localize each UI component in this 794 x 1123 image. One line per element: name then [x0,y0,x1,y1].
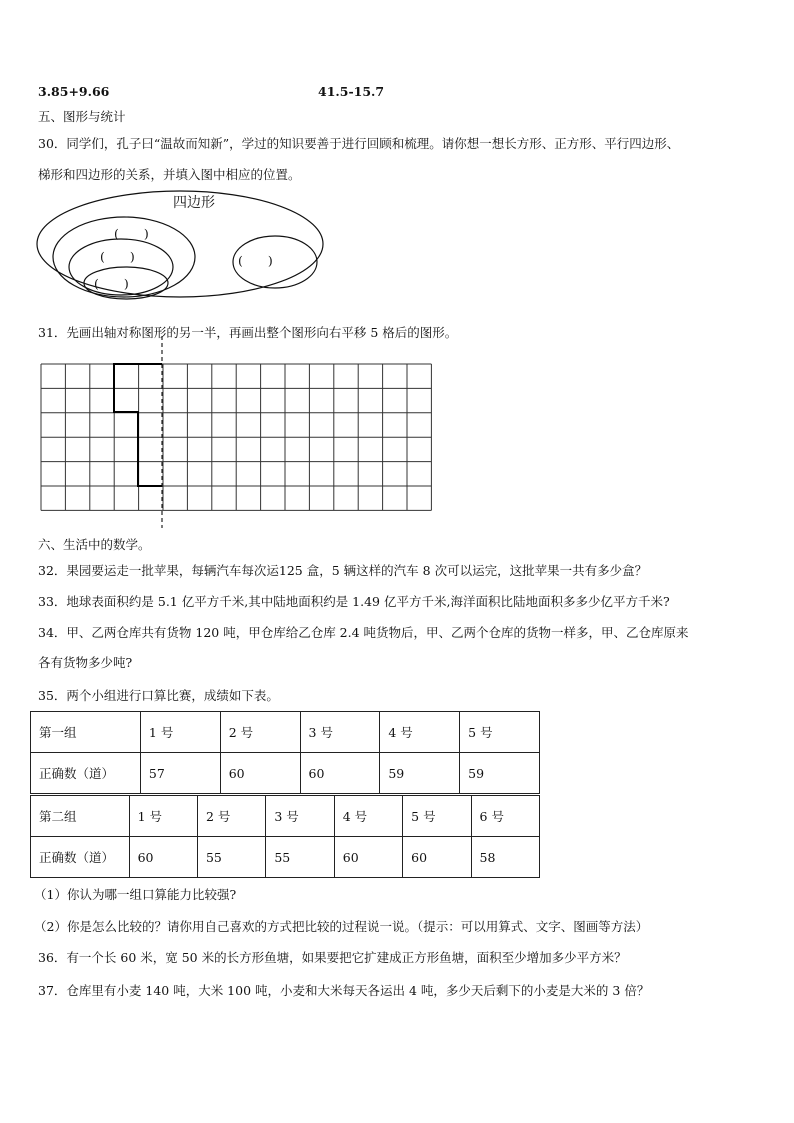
table-cell: 2 号 [220,712,300,753]
question-33-text: 33．地球表面积约是 5.1 亿平方千米,其中陆地面积约是 1.49 亿平方千米,海洋面积比陆地面积多多少亿平方千米? [38,594,670,609]
section-title-geometry-statistics: 五、图形与统计 [38,109,126,124]
table-cell: 5 号 [460,712,540,753]
question-35-sub-1: （1）你认为哪一组口算能力比较强? [34,887,237,902]
group-2-score-table [30,795,540,878]
question-32-text: 32．果园要运走一批苹果，每辆汽车每次运125 盒，5 辆这样的汽车 8 次可以运完，这批苹果一共有多少盒？ [38,563,648,578]
question-34-line-2: 各有货物多少吨? [38,655,133,670]
question-30-line-2: 梯形和四边形的关系，并填入图中相应的位置。 [38,167,301,182]
table-cell: 4 号 [380,712,460,753]
table-cell: 55 [197,837,265,878]
group-1-score-table [30,711,540,794]
calc-expression-right: 41.5-15.7 [318,84,385,99]
section-title-life-math: 六、生活中的数学。 [38,537,151,552]
table-cell: 正确数（道） [31,837,130,878]
table-cell: 59 [380,753,460,794]
table-cell: 3 号 [266,796,334,837]
answer-blank-1[interactable]: ( ) [114,226,149,241]
question-37-text: 37．仓库里有小麦 140 吨，大米 100 吨，小麦和大米每天各运出 4 吨，多少天后剩下的小麦是大米的 3 倍？ [38,983,650,998]
table-cell: 60 [334,837,402,878]
table-cell: 2 号 [197,796,265,837]
table-cell: 3 号 [300,712,380,753]
table-cell: 5 号 [403,796,471,837]
table-row [31,796,540,837]
half-figure [114,364,162,486]
table-cell: 60 [129,837,197,878]
table-row [31,712,540,753]
question-34-line-1: 34．甲、乙两仓库共有货物 120 吨，甲仓库给乙仓库 2.4 吨货物后，甲、乙两个仓库的货物一样多，甲、乙仓库原来 [38,625,689,640]
table-cell: 55 [266,837,334,878]
question-35-sub-2: （2）你是怎么比较的？请你用自己喜欢的方式把比较的过程说一说。（提示：可以用算式、文字、图画等方法） [34,919,649,934]
question-35-intro: 35．两个小组进行口算比赛，成绩如下表。 [38,688,279,703]
answer-blank-2[interactable]: ( ) [100,249,135,264]
calc-expression-left: 3.85+9.66 [38,84,110,99]
table-cell: 6 号 [471,796,539,837]
table-cell: 1 号 [140,712,220,753]
table-row [31,837,540,878]
table-row [31,753,540,794]
table-cell: 57 [140,753,220,794]
table-cell: 4 号 [334,796,402,837]
table-cell: 正确数（道） [31,753,141,794]
answer-blank-4[interactable]: ( ) [238,253,273,268]
question-30-line-1: 30．同学们，孔子曰“温故而知新”，学过的知识要善于进行回顾和梳理。请你想一想长方形、正方形、平行四边形、 [38,136,680,151]
question-31-text: 31．先画出轴对称图形的另一半，再画出整个图形向右平移 5 格后的图形。 [38,325,458,340]
quadrilateral-label: 四边形 [173,195,215,211]
table-cell: 第二组 [31,796,130,837]
table-cell: 1 号 [129,796,197,837]
table-cell: 60 [403,837,471,878]
table-cell: 第一组 [31,712,141,753]
answer-blank-3[interactable]: ( ) [94,276,129,291]
question-36-text: 36．有一个长 60 米，宽 50 米的长方形鱼塘，如果要把它扩建成正方形鱼塘，面积至少增加多少平方米？ [38,950,627,965]
table-cell: 60 [220,753,300,794]
table-cell: 60 [300,753,380,794]
drawing-grid [0,0,794,540]
table-cell: 58 [471,837,539,878]
table-cell: 59 [460,753,540,794]
